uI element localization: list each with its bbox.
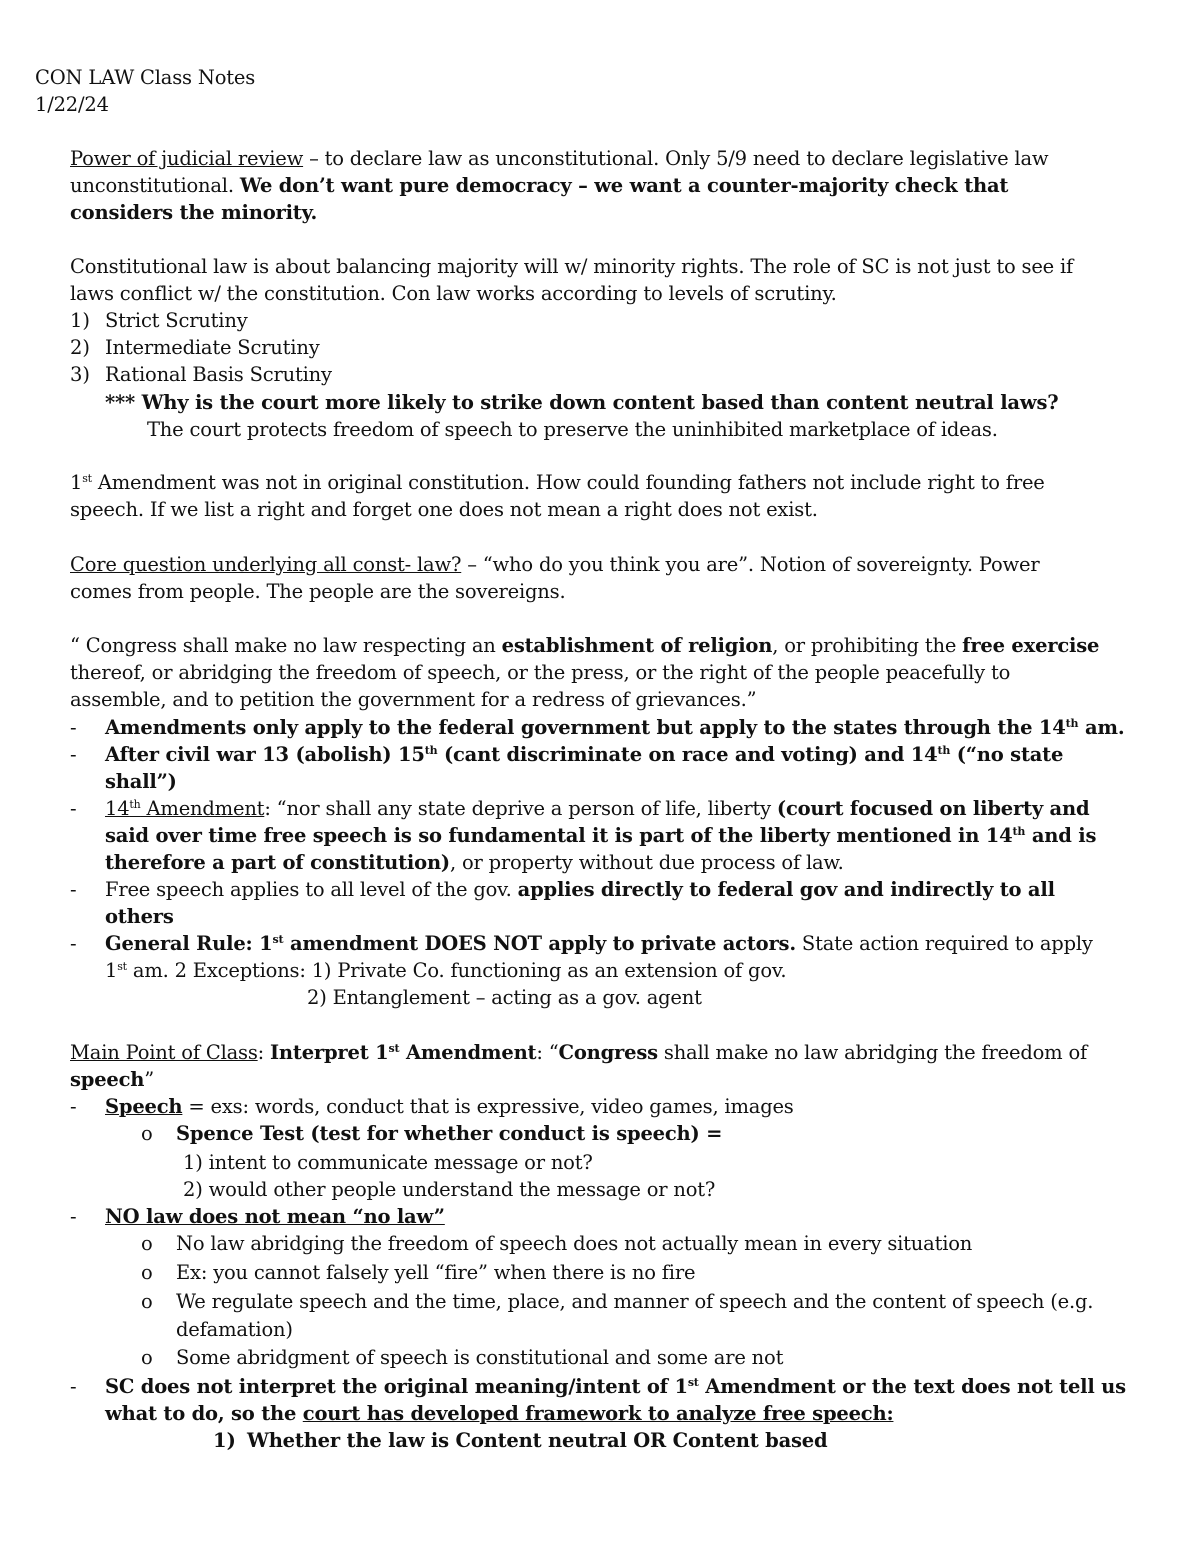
amendment-quote-line2: thereof, or abridging the freedom of speech, or the press, or the right of the people peacefully to bbox=[70, 661, 1011, 684]
main-point-line1: Main Point of Class: Interpret 1st Amendment: “Congress shall make no law abridging the freedom of bbox=[70, 1041, 1088, 1064]
circle-bullet: o bbox=[141, 1346, 153, 1369]
no-law-item-wrap: defamation) bbox=[176, 1318, 293, 1341]
dash-bullet: - bbox=[70, 932, 77, 955]
bullet-civil-war-line2: shall”) bbox=[105, 770, 177, 793]
judicial-review-line2: unconstitutional. We don’t want pure democracy – we want a counter-majority check that bbox=[70, 174, 1009, 197]
list-number: 1) bbox=[213, 1429, 236, 1452]
bullet-civil-war-line1: After civil war 13 (abolish) 15th (cant discriminate on race and voting) and 14th (“no state bbox=[105, 743, 1064, 766]
dash-bullet: - bbox=[70, 1205, 77, 1228]
bullet-amendments-apply: Amendments only apply to the federal government but apply to the states through the 14th am. bbox=[105, 716, 1125, 739]
bullet-free-speech-line1: Free speech applies to all level of the gov. applies directly to federal gov and indirectly to all bbox=[105, 878, 1055, 901]
document-date: 1/22/24 bbox=[35, 93, 109, 116]
dash-bullet: - bbox=[70, 878, 77, 901]
framework-item: Whether the law is Content neutral OR Content based bbox=[247, 1429, 828, 1452]
no-law-item: Some abridgment of speech is constitutional and some are not bbox=[176, 1346, 784, 1369]
dash-bullet: - bbox=[70, 1095, 77, 1118]
no-law-item: We regulate speech and the time, place, and manner of speech and the content of speech (e.g. bbox=[176, 1290, 1094, 1313]
bullet-fourteenth-line2: said over time free speech is so fundamental it is part of the liberty mentioned in 14th and is bbox=[105, 824, 1097, 847]
list-number: 2) bbox=[70, 336, 91, 359]
spence-test-item: 2) would other people understand the message or not? bbox=[183, 1178, 716, 1201]
amendment-quote-line3: assemble, and to petition the government for a redress of grievances.” bbox=[70, 688, 757, 711]
list-item: Strict Scrutiny bbox=[105, 309, 248, 332]
scrutiny-answer: The court protects freedom of speech to preserve the uninhibited marketplace of ideas. bbox=[147, 418, 998, 441]
spence-test: Spence Test (test for whether conduct is speech) = bbox=[176, 1122, 723, 1145]
bullet-sc-line2: what to do, so the court has developed framework to analyze free speech: bbox=[105, 1402, 894, 1425]
dash-bullet: - bbox=[70, 1375, 77, 1398]
dash-bullet: - bbox=[70, 743, 77, 766]
circle-bullet: o bbox=[141, 1261, 153, 1284]
main-point-line2: speech” bbox=[70, 1068, 155, 1091]
list-number: 1) bbox=[70, 309, 91, 332]
con-law-paragraph-line2: laws conflict w/ the constitution. Con law works according to levels of scrutiny. bbox=[70, 282, 837, 305]
circle-bullet: o bbox=[141, 1122, 153, 1145]
circle-bullet: o bbox=[141, 1290, 153, 1313]
bullet-speech: Speech = exs: words, conduct that is expressive, video games, images bbox=[105, 1095, 794, 1118]
judicial-review-line3: considers the minority. bbox=[70, 201, 318, 224]
document-title: CON LAW Class Notes bbox=[35, 66, 256, 89]
scrutiny-question: *** Why is the court more likely to strike down content based than content neutral laws? bbox=[105, 391, 1059, 414]
bullet-general-rule-line1: General Rule: 1st amendment DOES NOT apply to private actors. State action required to apply bbox=[105, 932, 1093, 955]
bullet-sc-line1: SC does not interpret the original meaning/intent of 1st Amendment or the text does not tell us bbox=[105, 1375, 1126, 1398]
amendment-quote-line1: “ Congress shall make no law respecting an establishment of religion, or prohibiting the free exercise bbox=[70, 634, 1100, 657]
dash-bullet: - bbox=[70, 716, 77, 739]
first-amendment-line1: 1st Amendment was not in original constitution. How could founding fathers not include right to free bbox=[70, 471, 1045, 494]
bullet-general-rule-line2: 1st am. 2 Exceptions: 1) Private Co. functioning as an extension of gov. bbox=[105, 959, 787, 982]
judicial-review-line1: Power of judicial review – to declare law as unconstitutional. Only 5/9 need to declare legislative law bbox=[70, 147, 1049, 170]
bullet-fourteenth-line1: 14th Amendment: “nor shall any state deprive a person of life, liberty (court focused on liberty and bbox=[105, 797, 1090, 820]
no-law-item: Ex: you cannot falsely yell “fire” when there is no fire bbox=[176, 1261, 696, 1284]
core-question-line1: Core question underlying all const- law? – “who do you think you are”. Notion of sovereignty. Power bbox=[70, 553, 1040, 576]
bullet-fourteenth-line3: therefore a part of constitution), or property without due process of law. bbox=[105, 851, 844, 874]
first-amendment-line2: speech. If we list a right and forget one does not mean a right does not exist. bbox=[70, 498, 818, 521]
circle-bullet: o bbox=[141, 1232, 153, 1255]
bullet-no-law: NO law does not mean “no law” bbox=[105, 1205, 445, 1228]
con-law-paragraph-line1: Constitutional law is about balancing majority will w/ minority rights. The role of SC is not just to see if bbox=[70, 255, 1074, 278]
spence-test-item: 1) intent to communicate message or not? bbox=[183, 1151, 593, 1174]
core-question-line2: comes from people. The people are the sovereigns. bbox=[70, 580, 566, 603]
no-law-item: No law abridging the freedom of speech does not actually mean in every situation bbox=[176, 1232, 973, 1255]
bullet-general-rule-line3: 2) Entanglement – acting as a gov. agent bbox=[307, 986, 702, 1009]
list-item: Intermediate Scrutiny bbox=[105, 336, 320, 359]
list-number: 3) bbox=[70, 363, 91, 386]
dash-bullet: - bbox=[70, 797, 77, 820]
bullet-free-speech-line2: others bbox=[105, 905, 174, 928]
list-item: Rational Basis Scrutiny bbox=[105, 363, 332, 386]
